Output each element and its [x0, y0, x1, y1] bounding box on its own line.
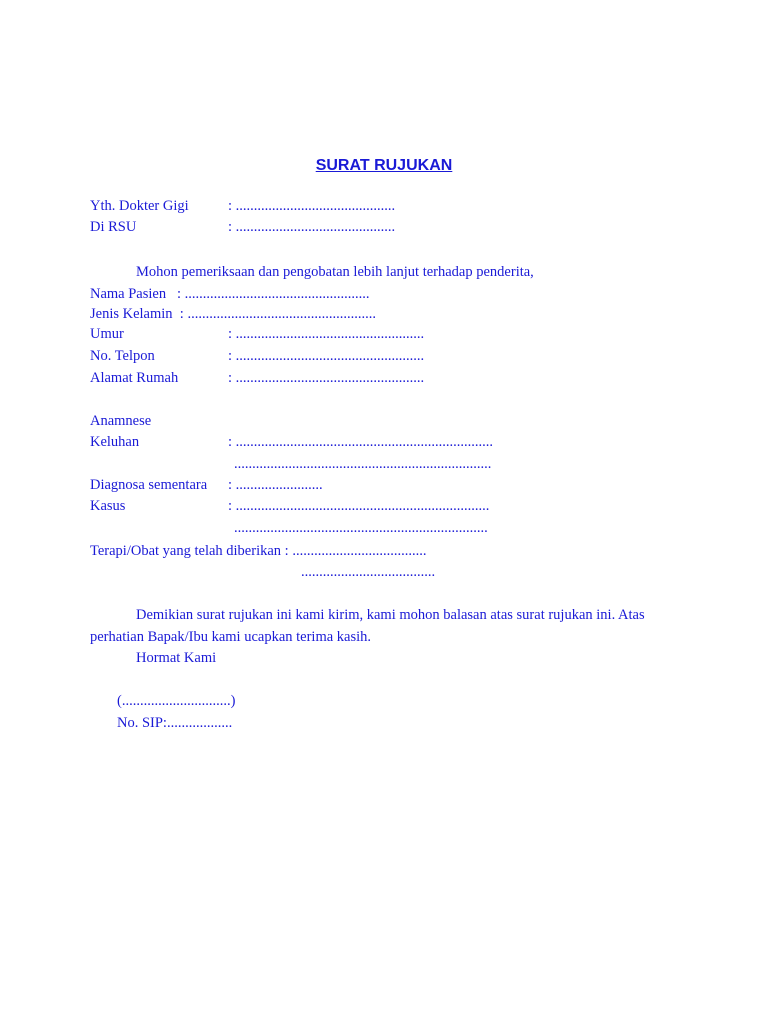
addressee-label: Yth. Dokter Gigi [90, 198, 189, 214]
patient-gender-line: Jenis Kelamin : .................................................... [90, 306, 376, 322]
hospital-value: : ............................................ [228, 219, 396, 235]
letter-title: SURAT RUJUKAN [315, 157, 453, 174]
complaint-value: : ....................................................................... [228, 434, 494, 450]
addressee-value: : ............................................ [228, 198, 396, 214]
patient-name-line: Nama Pasien : ................................................... [90, 286, 370, 302]
hospital-label: Di RSU [90, 219, 137, 235]
age-value: : .................................................... [228, 326, 425, 342]
regards-text: Hormat Kami [136, 650, 217, 666]
sip-number-line: No. SIP:.................. [117, 715, 233, 731]
phone-value: : .................................................... [228, 348, 425, 364]
case-value: : ...................................................................... [228, 498, 490, 514]
intro-paragraph: Mohon pemeriksaan dan pengobatan lebih lanjut terhadap penderita, [136, 264, 534, 280]
complaint-label: Keluhan [90, 434, 140, 450]
diagnosis-value: : ........................ [228, 477, 323, 493]
address-value: : .................................................... [228, 370, 425, 386]
therapy-line: Terapi/Obat yang telah diberikan : ..................................... [90, 543, 427, 559]
anamnesis-heading: Anamnese [90, 413, 152, 429]
closing-paragraph-line-2: perhatian Bapak/Ibu kami ucapkan terima kasih. [90, 629, 372, 645]
signature-placeholder: (..............................) [117, 693, 236, 709]
complaint-continuation: ....................................................................... [234, 456, 492, 472]
phone-label: No. Telpon [90, 348, 155, 364]
diagnosis-label: Diagnosa sementara [90, 477, 208, 493]
case-label: Kasus [90, 498, 126, 514]
age-label: Umur [90, 326, 124, 342]
case-continuation: ...................................................................... [234, 520, 488, 536]
therapy-continuation: ..................................... [301, 564, 436, 580]
closing-paragraph-line-1: Demikian surat rujukan ini kami kirim, kami mohon balasan atas surat rujukan ini. Atas [136, 607, 645, 623]
address-label: Alamat Rumah [90, 370, 179, 386]
